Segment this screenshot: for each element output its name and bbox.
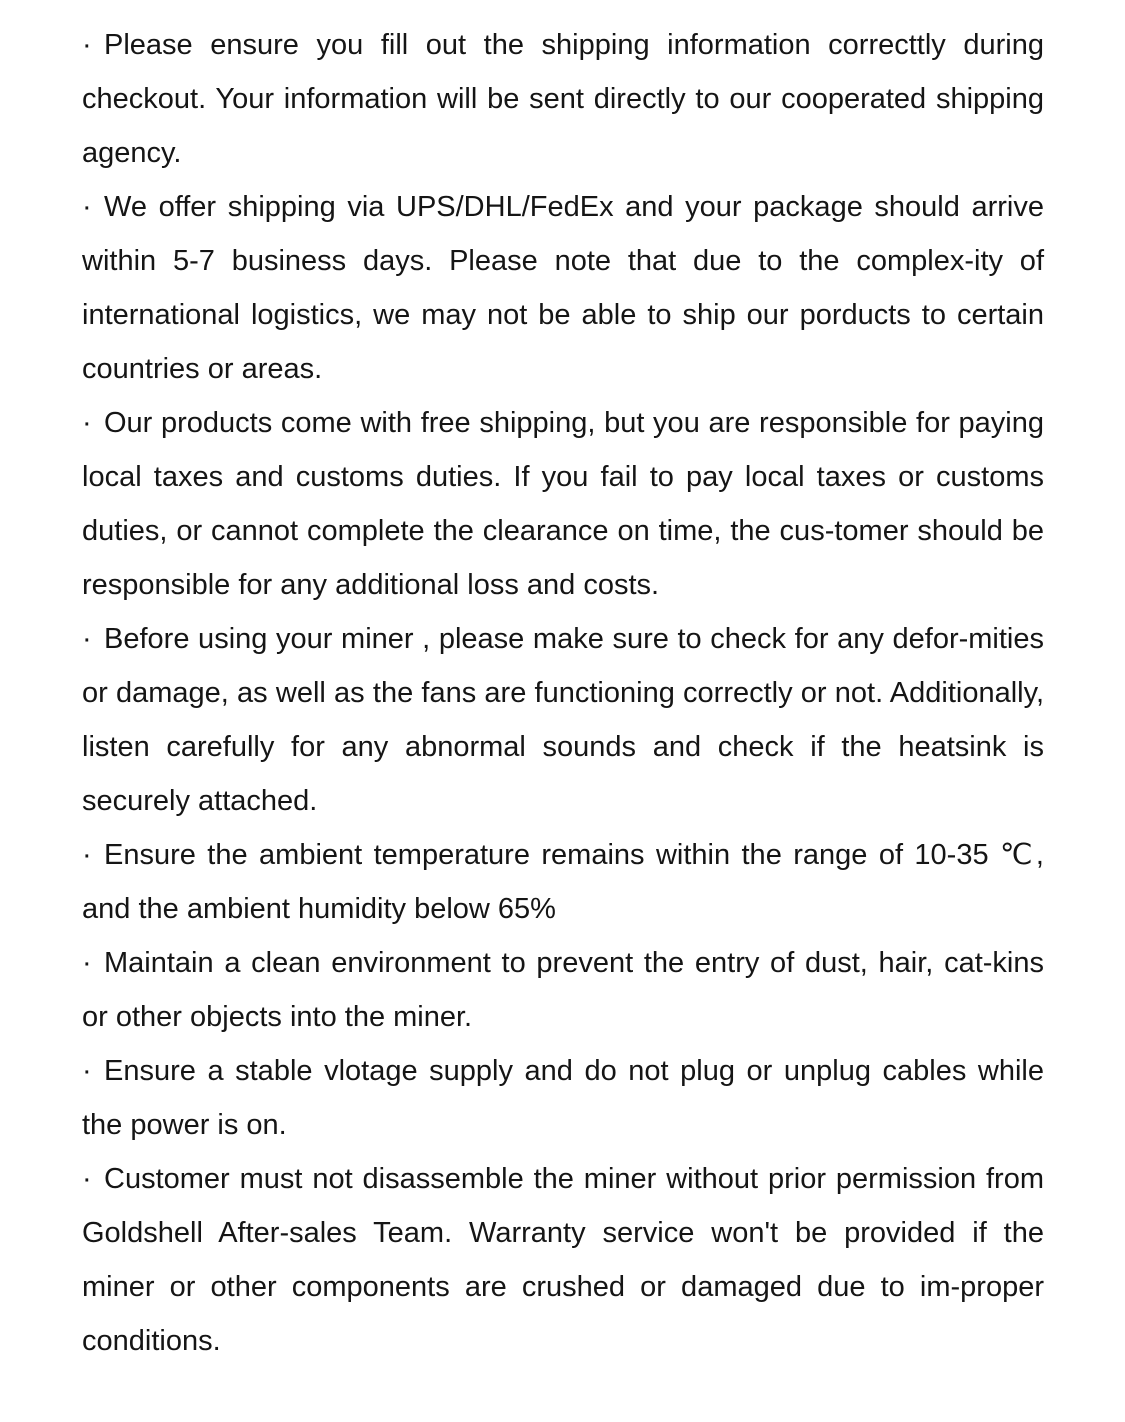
notice-item-text: Maintain a clean environment to prevent the entry of dust, hair, cat-kins or other objects into the miner. (82, 947, 1044, 1033)
bullet-marker: · (82, 407, 92, 439)
notice-item-text: Ensure a stable vlotage supply and do not plug or unplug cables while the power is on. (82, 1055, 1044, 1141)
notice-item-carriers (82, 180, 1044, 396)
notice-item-clean-environment (82, 936, 1044, 1044)
bullet-marker: · (82, 1055, 92, 1087)
bullet-marker: · (82, 947, 92, 979)
notice-item-text: We offer shipping via UPS/DHL/FedEx and your package should arrive within 5-7 business days. Please note that due to the complex-ity of international logistics, we may not be able to ship our porducts to certain countries or areas. (82, 191, 1044, 385)
notice-item-temperature (82, 828, 1044, 936)
notice-item-voltage (82, 1044, 1044, 1152)
notice-item-text: Our products come with free shipping, but you are responsible for paying local taxes and customs duties. If you fail to pay local taxes or customs duties, or cannot complete the clearance on time, the cus-tomer should be responsible for any additional loss and costs. (82, 407, 1044, 601)
bullet-marker: · (82, 623, 92, 655)
bullet-marker: · (82, 1163, 92, 1195)
notice-item-text: Please ensure you fill out the shipping information correcttly during checkout. Your information will be sent directly to our cooperated shipping agency. (82, 29, 1044, 169)
notice-item-text: Ensure the ambient temperature remains within the range of 10-35 ℃, and the ambient humidity below 65% (82, 839, 1044, 925)
bullet-marker: · (82, 191, 92, 223)
notice-item-disassembly (82, 1152, 1044, 1368)
notice-item-taxes (82, 396, 1044, 612)
notice-item-text: Customer must not disassemble the miner without prior permission from Goldshell After-sales Team. Warranty service won't be provided if the miner or other components are crushed or damaged due to im-proper conditions. (82, 1163, 1044, 1357)
bullet-marker: · (82, 839, 92, 871)
shipping-notice-document (82, 18, 1044, 1368)
notice-item-text: Before using your miner , please make sure to check for any defor-mities or damage, as well as the fans are functioning correctly or not. Additionally, listen carefully for any abnormal sounds and check if the heatsink is securely attached. (82, 623, 1044, 817)
bullet-marker: · (82, 29, 92, 61)
notice-item-inspection (82, 612, 1044, 828)
notice-item-shipping-info (82, 18, 1044, 180)
